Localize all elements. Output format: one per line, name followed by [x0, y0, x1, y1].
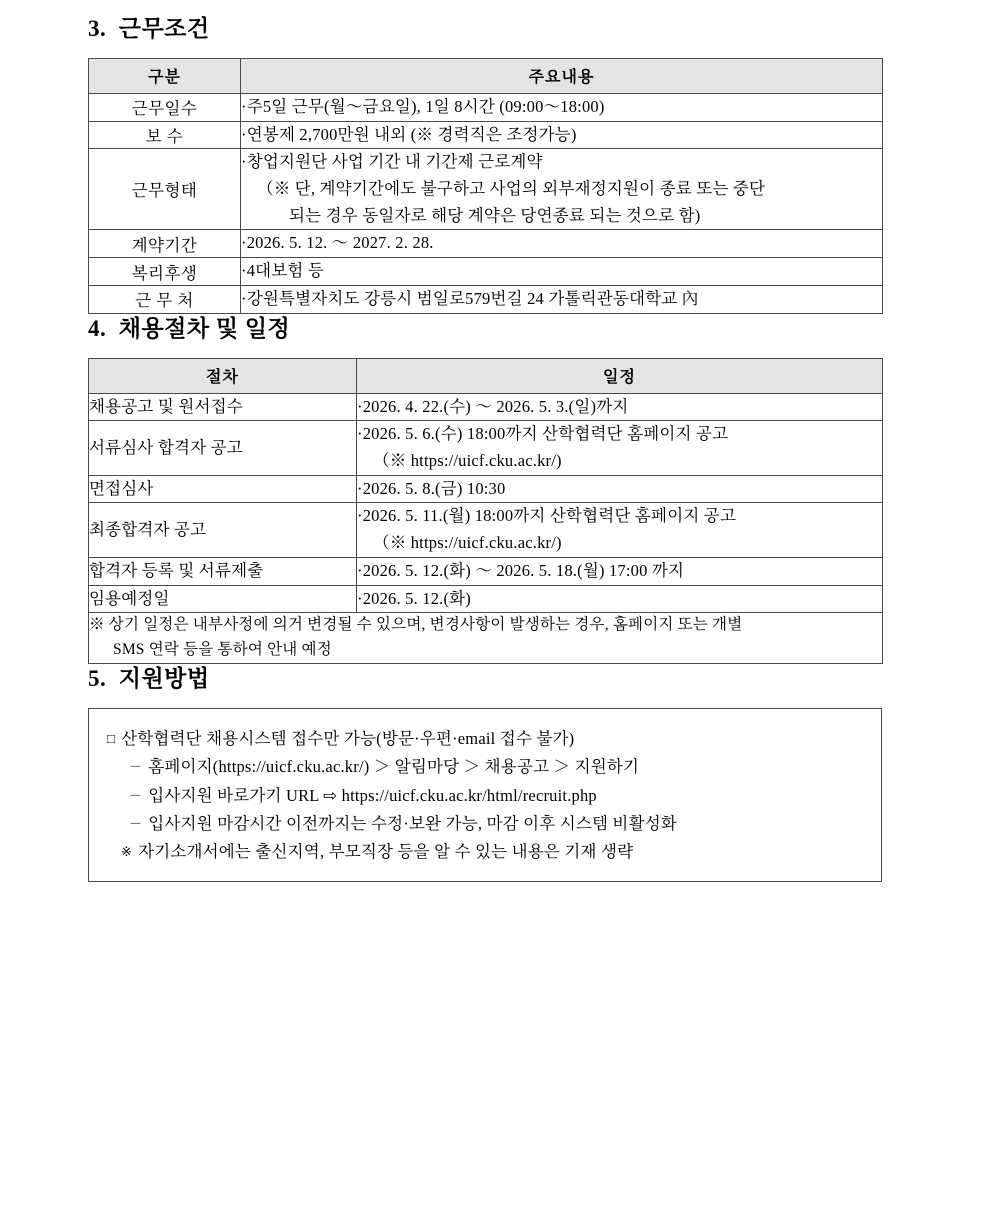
table-row: [89, 393, 883, 421]
row-value: [357, 475, 883, 503]
apply-line-text: 홈페이지(https://uicf.cku.ac.kr/) ＞ 알림마당 ＞ 채용공고 ＞ 지원하기: [148, 757, 640, 777]
reference-mark-icon: ※: [121, 844, 133, 860]
value-line: ·2026. 5. 11.(월) 18:00까지 산학협력단 홈페이지 공고: [357, 506, 737, 526]
row-label: 합격자 등록 및 서류제출: [89, 557, 357, 585]
table-row: [89, 230, 883, 258]
note-line: ※ 상기 일정은 내부사정에 의거 변경될 수 있으며, 변경사항이 발생하는 경우, 홈페이지 또는 개별: [89, 616, 743, 634]
apply-method-box: [88, 708, 882, 882]
process-schedule-table: [88, 358, 883, 664]
apply-line: [107, 810, 871, 838]
value-line: （※ https://uicf.cku.ac.kr/): [373, 533, 562, 553]
table-row: [89, 557, 883, 585]
row-value: [357, 503, 883, 557]
row-value: [241, 230, 883, 258]
section-title-process: [88, 314, 932, 344]
table-row: [89, 93, 883, 121]
section-number: 5.: [88, 665, 107, 691]
square-bullet-icon: □: [107, 730, 116, 746]
value-line: （※ 단, 계약기간에도 불구하고 사업의 외부재정지원이 종료 또는 중단: [257, 179, 766, 199]
row-label: 계약기간: [89, 230, 241, 258]
section-heading-text: 채용절차 및 일정: [118, 315, 291, 341]
section-title-work-conditions: [88, 14, 932, 44]
column-header-step: 절차: [89, 358, 357, 393]
dash-bullet-icon: －: [129, 787, 143, 803]
value-line: ·2026. 5. 12.(화): [357, 588, 471, 608]
section-number: 3.: [88, 16, 107, 41]
value-line: ·4대보험 등: [241, 261, 325, 281]
row-value: [241, 149, 883, 230]
row-label: 복리후생: [89, 258, 241, 286]
table-row: [89, 121, 883, 149]
value-line: ·2026. 4. 22.(수) ～ 2026. 5. 3.(일)까지: [357, 396, 629, 416]
row-label: 근무일수: [89, 93, 241, 121]
value-line: ·연봉제 2,700만원 내외 (※ 경력직은 조정가능): [241, 124, 577, 144]
work-conditions-table: [88, 58, 883, 314]
table-row: [89, 585, 883, 613]
section-heading-text: 근무조건: [118, 16, 210, 41]
column-header-category: 구분: [89, 58, 241, 93]
value-line: ·2026. 5. 8.(금) 10:30: [357, 478, 506, 498]
apply-line-text: 산학협력단 채용시스템 접수만 가능(방문·우편·email 접수 불가): [121, 728, 575, 748]
schedule-note: [89, 613, 883, 664]
table-row: [89, 258, 883, 286]
row-value: [241, 93, 883, 121]
row-value: [357, 557, 883, 585]
row-value: [357, 585, 883, 613]
table-row: [89, 285, 883, 313]
apply-line: [107, 753, 871, 781]
apply-line: [107, 782, 871, 810]
row-label: 채용공고 및 원서접수: [89, 393, 357, 421]
value-line: ·2026. 5. 12.(화) ～ 2026. 5. 18.(월) 17:00 까지: [357, 560, 685, 580]
value-line: ·강원특별자치도 강릉시 범일로579번길 24 가톨릭관동대학교 內: [241, 288, 699, 308]
row-label: 최종합격자 공고: [89, 503, 357, 557]
row-value: [241, 121, 883, 149]
note-line: SMS 연락 등을 통하여 안내 예정: [113, 641, 332, 659]
dash-bullet-icon: －: [129, 815, 143, 831]
row-label: 서류심사 합격자 공고: [89, 421, 357, 475]
table-row: [89, 149, 883, 230]
value-line: ·2026. 5. 6.(수) 18:00까지 산학협력단 홈페이지 공고: [357, 424, 729, 444]
table-row: [89, 421, 883, 475]
section-heading-text: 지원방법: [118, 665, 210, 691]
section-number: 4.: [88, 315, 107, 341]
value-line: ·2026. 5. 12. ～ 2027. 2. 28.: [241, 233, 434, 253]
row-label: 면접심사: [89, 475, 357, 503]
row-value: [357, 393, 883, 421]
apply-line: [107, 838, 871, 866]
table-header-row: [89, 358, 883, 393]
value-line: ·창업지원단 사업 기간 내 기간제 근로계약: [241, 152, 543, 172]
apply-line-text: 입사지원 마감시간 이전까지는 수정·보완 가능, 마감 이후 시스템 비활성화: [148, 813, 677, 833]
dash-bullet-icon: －: [129, 759, 143, 775]
apply-line: [107, 725, 871, 753]
table-row: [89, 503, 883, 557]
row-label: 임용예정일: [89, 585, 357, 613]
value-line: 되는 경우 동일자로 해당 계약은 당연종료 되는 것으로 함): [289, 205, 701, 225]
row-value: [241, 258, 883, 286]
apply-line-text: 입사지원 바로가기 URL ⇨ https://uicf.cku.ac.kr/html/recruit.php: [148, 785, 597, 805]
column-header-details: 주요내용: [241, 58, 883, 93]
section-title-apply: [88, 664, 932, 694]
value-line: ·주5일 근무(월～금요일), 1일 8시간 (09:00～18:00): [241, 96, 605, 116]
apply-line-text: 자기소개서에는 출신지역, 부모직장 등을 알 수 있는 내용은 기재 생략: [138, 842, 634, 862]
table-header-row: [89, 58, 883, 93]
table-row: [89, 475, 883, 503]
row-label: 보 수: [89, 121, 241, 149]
row-value: [357, 421, 883, 475]
table-note-row: [89, 613, 883, 664]
row-label: 근무형태: [89, 149, 241, 230]
row-value: [241, 285, 883, 313]
value-line: （※ https://uicf.cku.ac.kr/): [373, 450, 562, 470]
row-label: 근 무 처: [89, 285, 241, 313]
column-header-schedule: 일정: [357, 358, 883, 393]
